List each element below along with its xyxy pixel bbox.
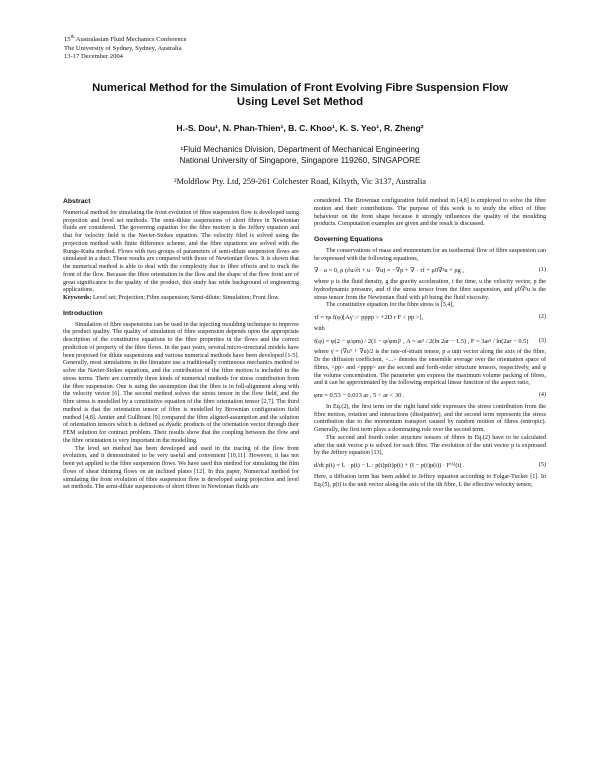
with-text: with (314, 325, 325, 332)
governing-paragraph-3: The constitutive equation for the fibre stress is [3,4], (326, 302, 454, 309)
conference-line-3: 13-17 December 2004 (64, 53, 123, 61)
equation-1: ∇ · u = 0, ρ (∂u/∂t + u · ∇u) = −∇p + ∇ · τf + μ0∇²u + ρg , (1) (314, 267, 546, 275)
affiliation-1: ¹Fluid Mechanics Division, Department of Mechanical Engineering National University of Singapore, Singapore 119260, SINGAPORE (179, 145, 421, 165)
introduction-paragraph-1: Simulation of fibre suspensions can be used in the injecting moulding technique to improve the product quality. The quality of simulation of fibre suspension depends upon the appropriate description of the constitutive equations to the fibre properties in the flows and the correct prediction of property of the fibre flows. In the past years, several micro-structural models have been proposed for dilute suspensions and various numerical methods have been developed [1-5]. Generally, most simulations in the literature use a traditionally continuous mechanics method to solve the Navier-Stokes equations, and the contribution of the fibre motion is included in the stress terms. There are currently three kinds of numerical methods for stress contribution from the fibre suspension. One is using the assumption that the fibre is in full-alignment along with the velocity vector [6]. The second method solves the stress tensor in the flow field, and the fibre stress is modelled by a constitutive equation of the fibre orientation tensor [2,7]. The third method is that the orientation tensor of fibre is modelled by Brownian configuration field method [4,8]. Amiter and Gullbrant [9] compared the fibre aligned-assumption and the solution of orientation tensors which is defined as dyadic products of the orientation vector through their FEM solution for contract problem. Their results show that the coupling between the flow and the fibre orientation is very important in the modelling. (63, 321, 299, 444)
keywords: Keywords: Level set; Projection; Fibre suspension; Semi-dilute; Simulation; Front flow. (63, 295, 280, 301)
governing-paragraph-2: where ρ is the fluid density, g the gravity acceleration, t the time, u the velocity vector, p the hydrodynamic pressure, and τf the stress tensor from the fibre suspension, and μ0∇²u is the stress tensor from the Newtonian fluid with μ0 being the fluid viscosity. (314, 279, 546, 301)
governing-paragraph-7: Here, a diffusion term has been added to Jeffery equation according to Folgar-Tucker [1]. In Eq.(5), p(t) is the unit vector along the axis of the ith fibre, L the effective velocity tensor, (314, 473, 546, 488)
right-column (314, 198, 546, 489)
paper-title: Numerical Method for the Simulation of Front Evolving Fibre Suspension Flow Using Level Set Method (92, 82, 508, 108)
introduction-heading: Introduction (63, 309, 103, 317)
introduction-paragraph-2: The level set method has been developed and used in the tracing of the flow front evolution, and it demonstrated to be very useful and convenient [10,11]. However, it has not been yet applied to the fibre suspension flows. We have used this method for simulating the film flows of shear thinning flows on an inclined plates [12]. In this paper, Numerical method for simulating the front evolution of fibre suspension flow is developed using projection and level set methods. The semi-dilute suspensions of short fibres in Newtonian fluids are (63, 445, 299, 491)
governing-paragraph-6: The second and fourth order structure tensors of fibres in Eq.(2) have to be calculated after the unit vector p is solved for each fibre. The evolution of the unit vector p is expressed by the Jeffery equation [13], (314, 434, 546, 457)
author-list: H.-S. Dou¹, N. Phan-Thien¹, B. C. Khoo¹, K. S. Yeo¹, R. Zheng² (176, 123, 424, 133)
governing-paragraph-1: The conservations of mass and momentum for an isothermal flow of fibre suspension can be expressed with the following equations, (314, 247, 546, 262)
equation-5: d/dt p(t) = L · p(t) − L : p(t)p(t)p(t) + (I − p(t)p(t)) · F⁽ᵇ⁾(t) . (5) (314, 462, 546, 469)
equation-3: f(φ) = φ(2 − φ/φm) / 2(1 − φ/φm)² , A = ar² / 2(ln 2ar − 1.5) , F = 3ar² / ln(2ar − 0.5) (3) (314, 337, 546, 345)
equation-4: φm = 0.53 − 0.013 ar , 5 < ar < 30 . (4) (314, 392, 546, 399)
governing-paragraph-5: In Eq.(2), the first term on the right hand side expresses the stress contribution from the fibre motion, rotation and interactions (dissipative), and the second term represents the stress contribution due to the momentum transport caused by random motion of fibres (entropic). Generally, the first term plays a dominating role over the second term. (314, 403, 546, 433)
abstract-text: Numerical method for simulating the front evolution of fibre suspension flow is developed using projection and level set methods. The semi-dilute suspensions of short fibres in Newtonian fluids are considered. The governing equation for the fibre motion is the Jeffery equation and that for velocity field is the Navier-Stokes equation. The velocity filed is solved using the projection method with finite difference scheme, and the fibre equations are solved with the Runge-Kutta method. Flows with two groups of parameters of semi-dilute suspension flows are simulated in a duct. These results are compared with those of Newtonian flows. It is shown that the numerical method is able to deal with the complexity due to fibre effects and to track the front of the flow. Because the fibre orientation in the flow and the shape of the flow front are of great significance to the quality of the product, this study has wide background of engineering applications. (63, 209, 299, 294)
affiliation-2: ²Moldflow Pty. Ltd, 259-261 Colchester Road, Kilsyth, Vic 3137, Australia (173, 177, 427, 186)
conference-line-1: 15th Australasian Fluid Mechanics Conference (64, 35, 187, 44)
governing-paragraph-4: where γ̇ = (∇uᵀ + ∇u)/2 is the rate-of-strain tensor, p a unit vector along the axis of the fibre, Dr the diffusion coefficient, <...> denotes the ensemble average over the orientation space of fibres, <pp> and <pppp> are the second and forth-order structure tensors, respectively, and φ the volume concentration. The parameter φm express the maximum volume packing of fibres, and it can be approximated by the following empirical linear function of the aspect ratio, (314, 349, 546, 387)
continued-paragraph: considered. The Brownian configuration field method in [4,8] is employed to solve the fibre motion and their contributions. The purpose of this work is to study the effect of fibre behaviour on the front shape because it strongly influences the quality of the moulding products. Computation examples are given and the result is discussed. (314, 198, 546, 228)
conference-info (64, 34, 187, 62)
abstract-heading: Abstract (63, 198, 91, 205)
governing-equations-heading: Governing Equations (314, 236, 383, 243)
left-column (63, 198, 299, 492)
conference-line-2: The University of Sydney, Sydney, Australia (64, 44, 182, 52)
equation-2: τf = ηs f(φ)[Aγ̇ :< pppp > +2D r F < pp >], (2) (314, 314, 546, 321)
